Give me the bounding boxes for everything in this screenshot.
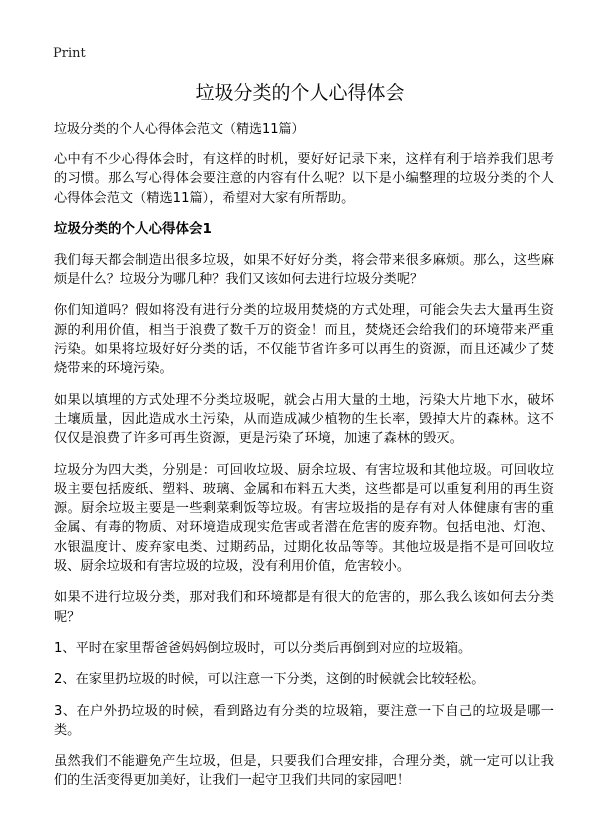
body-paragraph: 如果以填埋的方式处理不分类垃圾呢，就会占用大量的土地，污染大片地下水，破坏土壤质量，因此造成水土污染，从而造成减少植物的生长率，毁掉大片的森林。这不仅仅是浪费了许多可再生资源，更是污染了环境，加速了森林的毁灭。 <box>54 392 554 447</box>
section-heading: 垃圾分类的个人心得体会1 <box>54 220 212 237</box>
body-paragraph: 你们知道吗？假如将没有进行分类的垃圾用焚烧的方式处理，可能会失去大量再生资源的利用价值，相当于浪费了数千万的资金！而且，焚烧还会给我们的环境带来严重污染。如果将垃圾好好分类的话，不仅能节省许多可以再生的资源，而且还减少了焚烧带来的环境污染。 <box>54 303 554 377</box>
body-paragraph: 虽然我们不能避免产生垃圾，但是，只要我们合理安排，合理分类，就一定可以让我们的生活变得更加美好，让我们一起守卫我们共同的家园吧！ <box>54 754 554 789</box>
body-paragraph: 我们每天都会制造出很多垃圾，如果不好好分类，将会带来很多麻烦。那么，这些麻烦是什么？垃圾分为哪几种？我们又该如何去进行垃圾分类呢？ <box>54 252 554 288</box>
intro-paragraph: 心中有不少心得体会时，有这样的时机，要好好记录下来，这样有利于培养我们思考的习惯。那么写心得体会要注意的内容有什么呢？以下是小编整理的垃圾分类的个人心得体会范文（精选11篇），希望对大家有所帮助。 <box>54 152 554 206</box>
body-paragraph: 垃圾分为四大类，分别是：可回收垃圾、厨余垃圾、有害垃圾和其他垃圾。可回收垃圾主要包括废纸、塑料、玻璃、金属和布料五大类，这些都是可以重复利用的再生资源。厨余垃圾主要是一些剩菜剩饭等垃圾。有害垃圾指的是存有对人体健康有害的重金属、有毒的物质、对环境造成现实危害或者潜在危害的废弃物。包括电池、灯泡、水银温度计、废弃家电类、过期药品，过期化妆品等等。其他垃圾是指不是可回收垃圾、厨余垃圾和有害垃圾的垃圾，没有利用价值，危害较小。 <box>54 462 554 575</box>
list-item: 3、在户外扔垃圾的时候，看到路边有分类的垃圾箱，要注意一下自己的垃圾是哪一类。 <box>54 703 554 738</box>
list-item: 1、平时在家里帮爸爸妈妈倒垃圾时，可以分类后再倒到对应的垃圾箱。 <box>54 640 472 656</box>
print-link[interactable]: Print <box>53 46 86 61</box>
body-paragraph: 如果不进行垃圾分类，那对我们和环境都是有很大的危害的，那么我么该如何去分类呢？ <box>54 590 554 625</box>
page-title: 垃圾分类的个人心得体会 <box>195 82 405 104</box>
document-subtitle: 垃圾分类的个人心得体会范文（精选11篇） <box>54 122 305 137</box>
document-body <box>54 150 554 803</box>
list-item: 2、在家里扔垃圾的时候，可以注意一下分类，这倒的时候就会比较轻松。 <box>54 672 485 688</box>
